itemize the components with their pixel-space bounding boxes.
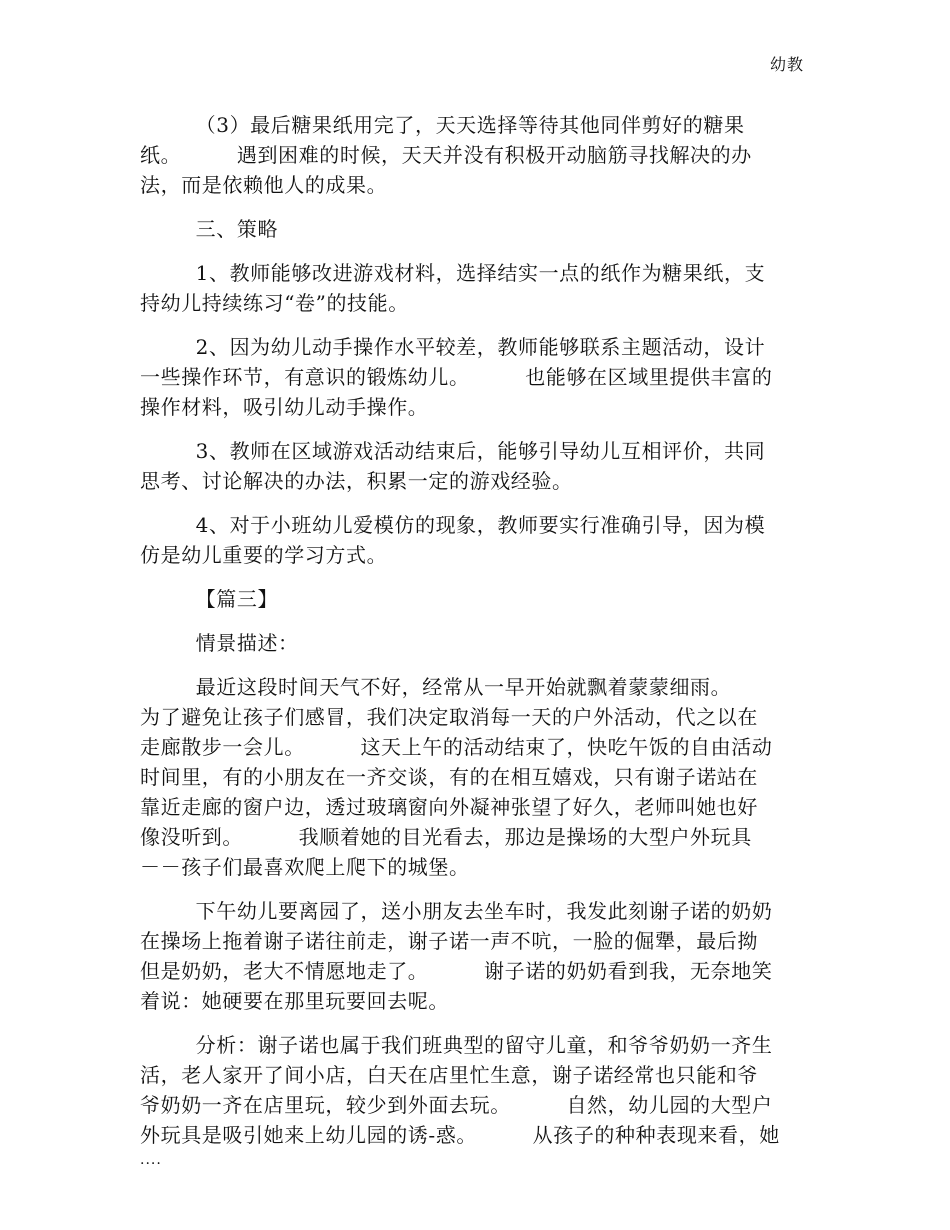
text-line: 靠近走廊的窗户边，透过玻璃窗向外凝神张望了好久，老师叫她也好	[140, 795, 758, 819]
text-line: 操作材料，吸引幼儿动手操作。	[140, 395, 429, 419]
strategy-item-3	[140, 436, 820, 496]
text-line: 4、对于小班幼儿爱模仿的现象，教师要实行准确引导，因为模	[140, 513, 766, 537]
text-line: 像没听到。 我顺着她的目光看去，那边是操场的大型户外玩具	[140, 825, 752, 849]
section-heading-strategy	[140, 214, 820, 244]
page-header-label: 幼教	[770, 55, 805, 74]
text-line: 一些操作环节，有意识的锻炼幼儿。 也能够在区域里提供丰富的	[140, 365, 773, 389]
text-line: 持幼儿持续练习“卷”的技能。	[140, 291, 409, 315]
text-line: 爷奶奶一齐在店里玩，较少到外面去玩。 自然，幼儿园的大型户	[140, 1093, 773, 1117]
text-line: 分析：谢子诺也属于我们班典型的留守儿童，和爷爷奶奶一齐生	[140, 1033, 773, 1057]
strategy-item-4	[140, 510, 820, 570]
heading-text: 三、策略	[140, 217, 279, 241]
text-line: 思考、讨论解决的办法，积累一定的游戏经验。	[140, 469, 573, 493]
strategy-item-2	[140, 332, 820, 422]
text-line: －－孩子们最喜欢爬上爬下的城堡。	[140, 855, 470, 879]
paragraph-candy-paper-ran-out	[140, 110, 820, 200]
text-line: 下午幼儿要离园了，送小朋友去坐车时，我发此刻谢子诺的奶奶	[140, 899, 773, 923]
text-line: 1、教师能够改进游戏材料，选择结实一点的纸作为糖果纸，支	[140, 261, 766, 285]
text-line: 时间里，有的小朋友在一齐交谈，有的在相互嬉戏，只有谢子诺站在	[140, 765, 758, 789]
text-line: 3、教师在区域游戏活动结束后，能够引导幼儿互相评价，共同	[140, 439, 766, 463]
document-body	[140, 110, 820, 1164]
text-line: 仿是幼儿重要的学习方式。	[140, 543, 388, 567]
text-line: 但是奶奶，老大不情愿地走了。 谢子诺的奶奶看到我，无奈地笑	[140, 959, 773, 983]
text-line: 走廊散步一会儿。 这天上午的活动结束了，快吃午饭的自由活动	[140, 735, 773, 759]
scene-description-paragraph-2	[140, 896, 820, 1016]
heading-text: 情景描述：	[140, 631, 299, 655]
text-line: 2、因为幼儿动手操作水平较差，教师能够联系主题活动，设计	[140, 335, 766, 359]
text-line: 在操场上拖着谢子诺往前走，谢子诺一声不吭，一脸的倔犟，最后拗	[140, 929, 758, 953]
section-heading-scene-description	[140, 628, 820, 658]
text-line: 外玩具是吸引她来上幼儿园的诱-惑。 从孩子的种种表现来看，她	[140, 1123, 780, 1147]
text-line: 法，而是依赖他人的成果。	[140, 173, 388, 197]
section-heading-part-three	[140, 584, 820, 614]
analysis-paragraph	[140, 1030, 820, 1150]
text-line: 着说：她硬要在那里玩要回去呢。	[140, 989, 449, 1013]
heading-text: 【篇三】	[140, 587, 279, 611]
text-line: 活，老人家开了间小店，白天在店里忙生意，谢子诺经常也只能和爷	[140, 1063, 758, 1087]
text-line: （3）最后糖果纸用完了，天天选择等待其他同伴剪好的糖果	[140, 113, 745, 137]
text-line: 最近这段时间天气不好，经常从一早开始就飘着蒙蒙细雨。	[140, 675, 732, 699]
scene-description-paragraph-1	[140, 672, 820, 882]
page-footer-mark: ....	[140, 1152, 162, 1168]
text-line: 纸。 遇到困难的时候，天天并没有积极开动脑筋寻找解决的办	[140, 143, 752, 167]
text-line: 为了避免让孩子们感冒，我们决定取消每一天的户外活动，代之以在	[140, 705, 758, 729]
strategy-item-1	[140, 258, 820, 318]
